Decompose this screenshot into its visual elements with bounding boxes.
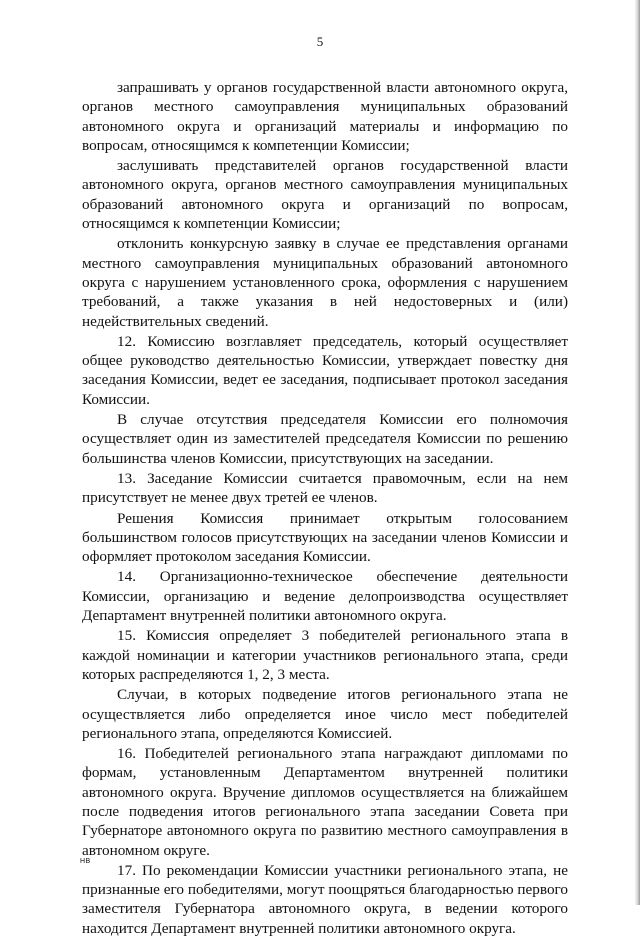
paragraph: запрашивать у органов государственной власти автономного округа, органов местного самоуправления муниципальных образований автономного округа и организаций материалы и информацию по вопросам, относящимся к компетенции Комиссии; [82, 79, 568, 154]
paragraph: заслушивать представителей органов государственной власти автономного округа, органов местного самоуправления муниципальных образований автономного округа и организаций по вопросам, относящимся к компетенции Комиссии; [82, 157, 568, 233]
page-number: 5 [316, 34, 324, 49]
paragraph: отклонить конкурсную заявку в случае ее представления органами местного самоуправления муниципальных образований автономного округа с нарушением установленного срока, оформления с нарушением требований, а также указания в ней недостоверных и (или) недействительных сведений. [82, 235, 568, 330]
footer-initials: НВ [80, 858, 91, 865]
paragraph: 17. По рекомендации Комиссии участники регионального этапа, не признанные его победителями, могут поощряться благодарностью первого заместителя Губернатора автономного округа, в ведении которого находится Департамент внутренней политики автономного округа. [82, 861, 568, 937]
document-body [82, 78, 568, 939]
paragraph: 12. Комиссию возглавляет председатель, который осуществляет общее руководство деятельностью Комиссии, утверждает повестку дня заседания Комиссии, ведет ее заседания, подписывает протокол заседания Комиссии. [82, 332, 568, 408]
scan-edge [635, 0, 640, 905]
paragraph: 13. Заседание Комиссии считается правомочным, если на нем присутствует не менее двух третей ее членов. [82, 469, 568, 507]
paragraph: В случае отсутствия председателя Комиссии его полномочия осуществляет один из заместителей председателя Комиссии по решению большинства членов Комиссии, присутствующих на заседании. [82, 411, 568, 467]
paragraph: 16. Победителей регионального этапа награждают дипломами по формам, установленным Департаментом внутренней политики автономного округа. Вручение дипломов осуществляется на ближайшем после подведения итогов регионального этапа заседании Совета при Губернаторе автономного округа по развитию местного самоуправления в автономном округе. [82, 745, 568, 859]
paragraph: Случаи, в которых подведение итогов регионального этапа не осуществляется либо определяется иное число мест победителей регионального этапа, определяются Комиссией. [82, 686, 568, 742]
paragraph: 14. Организационно-техническое обеспечение деятельности Комиссии, организацию и ведение делопроизводства осуществляет Департамент внутренней политики автономного округа. [82, 568, 568, 625]
paragraph: Решения Комиссия принимает открытым голосованием большинством голосов присутствующих на заседании членов Комиссии и оформляет протоколом заседания Комиссии. [82, 509, 568, 566]
paragraph: 15. Комиссия определяет 3 победителей регионального этапа в каждой номинации и категории участников регионального этапа, среди которых распределяются 1, 2, 3 места. [82, 627, 568, 683]
